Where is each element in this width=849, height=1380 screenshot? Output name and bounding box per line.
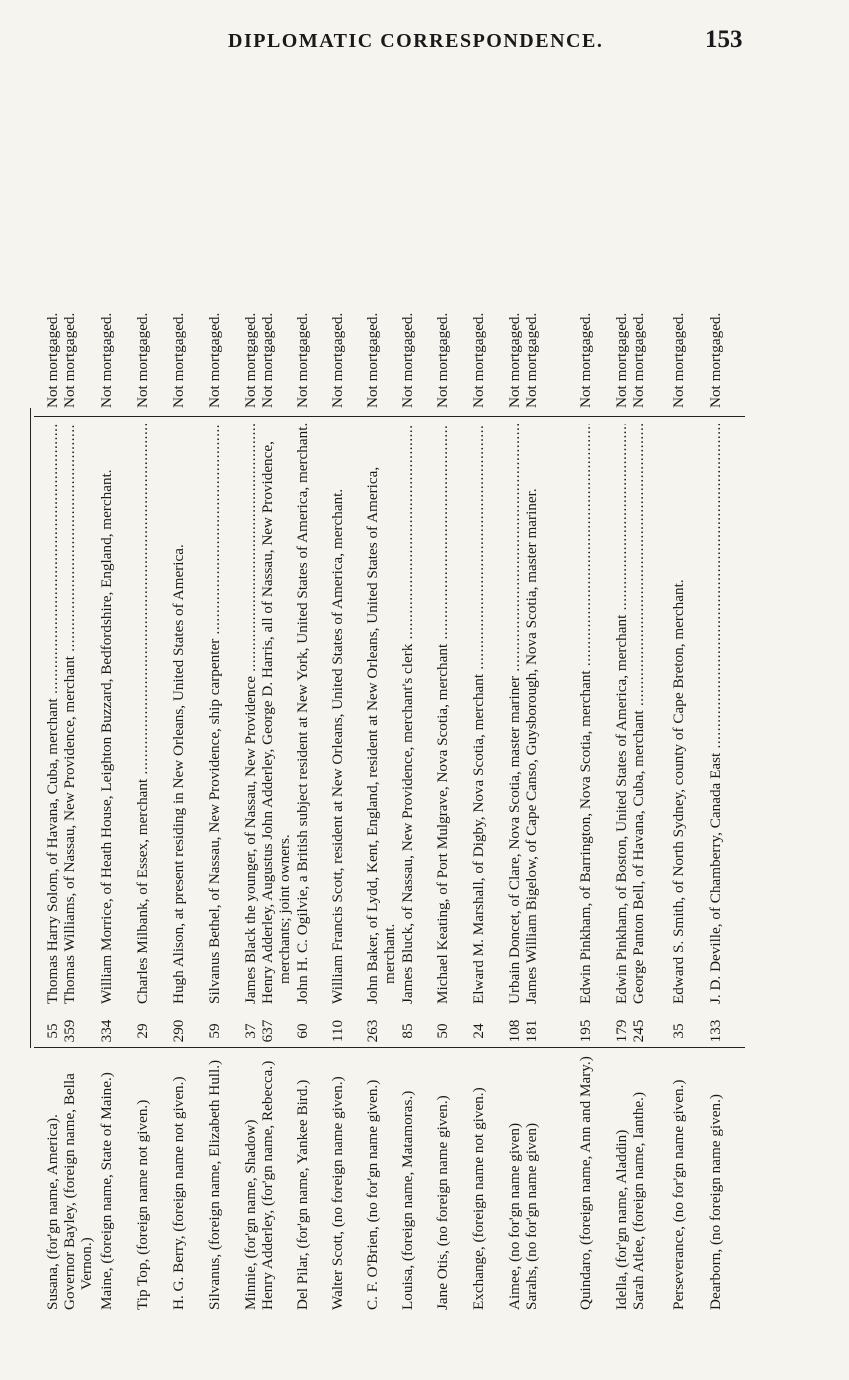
vessel-name: Aimee, (no for'gn name given)	[506, 1122, 523, 1310]
owners: James William Bigelow, of Cape Canso, Guysborough, Nova Scotia, master mariner.	[523, 488, 540, 1004]
tonnage: 59	[206, 1023, 223, 1039]
owners: William Francis Scott, resident at New Orleans, United States of America, merchant.	[329, 488, 346, 1004]
mortgage-status: Not mortgaged.	[670, 312, 687, 408]
tonnage: 334	[98, 1019, 115, 1043]
vessel-name: Henry Adderley, (for'gn name, Rebecca.)	[259, 1060, 276, 1310]
tonnage: 263	[364, 1019, 381, 1043]
vessel-name: Perseverance, (no for'gn name given.)	[670, 1079, 687, 1310]
vessel-name: Tip Top, (foreign name not given.)	[134, 1099, 151, 1310]
tonnage: 110	[329, 1019, 346, 1043]
owners: Silvanus Bethel, of Nassau, New Providence, ship carpenter .....	[206, 424, 223, 1004]
mortgage-status: Not mortgaged.	[470, 312, 487, 408]
mortgage-status: Not mortgaged.	[577, 312, 594, 408]
vessel-name: Minnie, (for'gn name, Shadow)	[242, 1119, 259, 1310]
running-title: DIPLOMATIC CORRESPONDENCE.	[228, 30, 604, 52]
tonnage: 195	[577, 1019, 594, 1043]
vessel-name: Sarahs, (no for'gn name given)	[523, 1122, 540, 1310]
owners: Edwin Pinkham, of Boston, United States of America, merchant .....	[613, 424, 630, 1004]
owners: J. D. Deville, of Chamberry, Canada East .....	[707, 424, 724, 1004]
owners: Edward S. Smith, of North Sydney, county of Cape Breton, merchant.	[670, 579, 687, 1004]
header-rule	[30, 408, 31, 1048]
owners: Edwin Pinkham, of Barrington, Nova Scotia, merchant .....	[577, 424, 594, 1004]
owners: John H. C. Ogilvie, a British subject resident at New York, United States of America, merchant.	[294, 422, 311, 1004]
tonnage: 133	[707, 1019, 724, 1043]
mortgage-status: Not mortgaged.	[399, 312, 416, 408]
tonnage: 37	[242, 1023, 259, 1039]
vessel-name: Dearborn, (no foreign name given.)	[707, 1094, 724, 1310]
rotated-register-table	[30, 260, 745, 1310]
owners: Hugh Alison, at present residing in New Orleans, United States of America.	[170, 544, 187, 1004]
mortgage-status: Not mortgaged.	[259, 312, 276, 408]
vessel-name: Idella, (for'gn name, Aladdin)	[613, 1129, 630, 1310]
tonnage: 24	[470, 1023, 487, 1039]
tonnage: 35	[670, 1023, 687, 1039]
mortgage-status: Not mortgaged.	[329, 312, 346, 408]
vessel-name: Susana, (for'gn name, America).	[44, 1114, 61, 1310]
vessel-name: H. G. Berry, (foreign name not given.)	[170, 1076, 187, 1310]
tonnage: 179	[613, 1019, 630, 1043]
owners: George Panton Bell, of Havana, Cuba, merchant .....	[630, 424, 647, 1004]
vessel-name: Walter Scott, (no foreign name given.)	[329, 1076, 346, 1310]
owners: Thomas Williams, of Nassau, New Providence, merchant .....	[61, 424, 78, 1004]
tonnage: 245	[630, 1019, 647, 1043]
mortgage-status: Not mortgaged.	[294, 312, 311, 408]
vessel-name: Quindaro, (foreign name, Ann and Mary.)	[577, 1056, 594, 1310]
vessel-name: Jane Otis, (no foreign name given.)	[434, 1095, 451, 1310]
page-number: 153	[705, 26, 743, 53]
vessel-name: Maine, (foreign name, State of Maine.)	[98, 1072, 115, 1310]
vessel-name: Sarah Atlee, (foreign name, Ianthe.)	[630, 1091, 647, 1310]
mortgage-status: Not mortgaged.	[98, 312, 115, 408]
mortgage-status: Not mortgaged.	[434, 312, 451, 408]
mortgage-status: Not mortgaged.	[613, 312, 630, 408]
tonnage: 55	[44, 1023, 61, 1039]
mortgage-status: Not mortgaged.	[61, 312, 78, 408]
tonnage: 637	[259, 1019, 276, 1043]
tonnage: 290	[170, 1019, 187, 1043]
owners: John Baker, of Lydd, Kent, England, resident at New Orleans, United States of America, merchant.	[364, 466, 398, 1004]
tonnage: 181	[523, 1019, 540, 1043]
mortgage-status: Not mortgaged.	[506, 312, 523, 408]
running-head	[0, 28, 849, 58]
owners: Charles Milbank, of Essex, merchant .....	[134, 424, 151, 1004]
owners: James Bluck, of Nassau, New Providence, merchant's clerk .....	[399, 424, 416, 1004]
owners: Henry Adderley, Augustus John Adderley, George D. Harris, all of Nassau, New Providence, merchants; joint owners.	[259, 441, 293, 1004]
tonnage: 60	[294, 1023, 311, 1039]
mortgage-status: Not mortgaged.	[242, 312, 259, 408]
mortgage-status: Not mortgaged.	[707, 312, 724, 408]
owners: Michael Keating, of Port Mulgrave, Nova Scotia, merchant .....	[434, 424, 451, 1004]
mortgage-status: Not mortgaged.	[206, 312, 223, 408]
mortgage-status: Not mortgaged.	[630, 312, 647, 408]
mortgage-status: Not mortgaged.	[364, 312, 381, 408]
owners: William Morrice, of Heath House, Leighton Buzzard, Bedfordshire, England, merchant.	[98, 469, 115, 1004]
mortgage-status: Not mortgaged.	[523, 312, 540, 408]
mortgage-status: Not mortgaged.	[134, 312, 151, 408]
owners: Urbain Doncet, of Clare, Nova Scotia, master mariner .....	[506, 424, 523, 1004]
owners: James Black the younger, of Nassau, New Providence .....	[242, 424, 259, 1004]
vessel-name: Silvanus, (foreign name, Elizabeth Hull.)	[206, 1059, 223, 1310]
owners: Elward M. Marshall, of Digby, Nova Scotia, merchant .....	[470, 424, 487, 1004]
vessel-name: Del Pilar, (for'gn name, Yankee Bird.)	[294, 1079, 311, 1310]
owners: Thomas Harry Solom, of Havana, Cuba, merchant .....	[44, 424, 61, 1004]
mortgage-status: Not mortgaged.	[44, 312, 61, 408]
vessel-name: C. F. O'Brien, (no for'gn name given.)	[364, 1079, 381, 1310]
tonnage: 29	[134, 1023, 151, 1039]
tonnage: 359	[61, 1019, 78, 1043]
tonnage: 50	[434, 1023, 451, 1039]
mortgage-status: Not mortgaged.	[170, 312, 187, 408]
tonnage: 85	[399, 1023, 416, 1039]
tonnage: 108	[506, 1019, 523, 1043]
vessel-name: Governor Bayley, (foreign name, Bella Vernon.)	[61, 1073, 95, 1310]
vessel-name: Louisa, (foreign name, Matamoras.)	[399, 1090, 416, 1310]
vessel-name: Exchange, (foreign name not given.)	[470, 1087, 487, 1310]
